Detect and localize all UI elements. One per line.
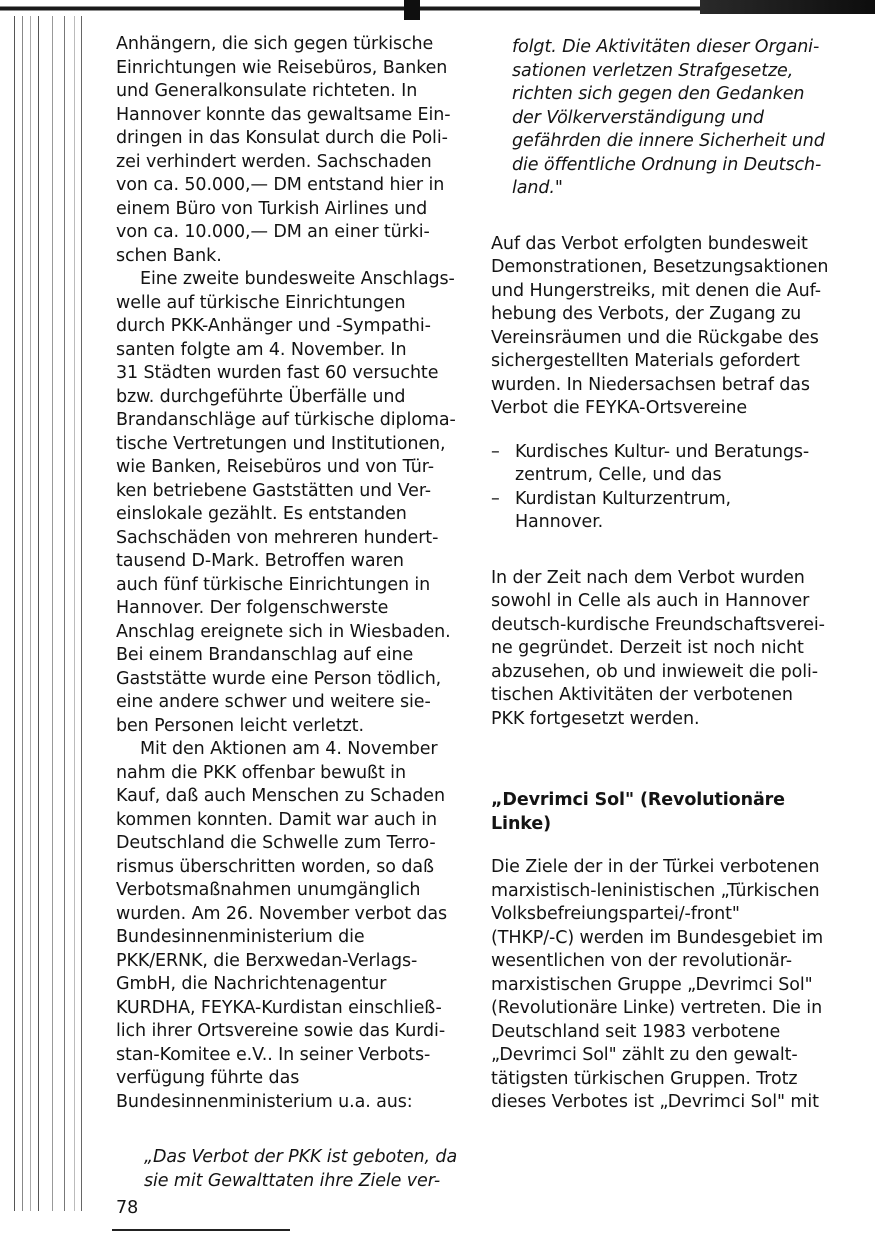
text-line: KURDHA, FEYKA-Kurdistan einschließ- — [116, 997, 442, 1018]
text-line: In der Zeit nach dem Verbot wurden — [491, 567, 805, 588]
organisation-list — [491, 441, 827, 535]
text-line: von ca. 10.000,— DM an einer türki- — [116, 222, 430, 242]
spacer — [116, 1114, 456, 1146]
text-line: tausend D-Mark. Betroffen waren — [116, 551, 404, 571]
right-column — [491, 36, 827, 1115]
text-line: und Generalkonsulate richteten. In — [116, 81, 418, 101]
text-line: Vereinsräumen und die Rückgabe des — [491, 327, 819, 348]
list-item — [491, 488, 827, 535]
binding-line — [22, 16, 23, 1211]
text-line: verfügung führte das — [116, 1068, 300, 1088]
text-line: einslokale gezählt. Es entstanden — [116, 504, 407, 524]
binding-line — [30, 16, 31, 1211]
text-line: Gaststätte wurde eine Person tödlich, — [116, 668, 442, 689]
text-line: sichergestellten Materials gefordert — [491, 351, 800, 371]
text-line: Brandanschläge auf türkische diploma- — [116, 410, 456, 430]
text-line: wurden. In Niedersachsen betraf das — [491, 374, 810, 395]
text-line: PKK/ERNK, die Berxwedan-Verlags- — [116, 950, 418, 971]
text-line: eine andere schwer und weitere sie- — [116, 692, 431, 712]
text-line: Mit den Aktionen am 4. November — [140, 739, 438, 759]
text-line: Sachschäden von mehreren hundert- — [116, 527, 439, 548]
text-line: Verbotsmaßnahmen unumgänglich — [116, 880, 421, 900]
list-item-line: Hannover. — [515, 512, 604, 532]
binding-line — [74, 16, 75, 1211]
text-line: ne gegründet. Derzeit ist noch nicht — [491, 638, 804, 658]
text-line: Bei einem Brandanschlag auf eine — [116, 645, 414, 665]
text-line: marxistisch-leninistischen „Türkischen — [491, 880, 820, 901]
text-line: tische Vertretungen und Institutionen, — [116, 433, 446, 454]
quote-line: gefährden die innere Sicherheit und — [512, 131, 825, 151]
quote-line: die öffentliche Ordnung in Deutsch- — [512, 154, 822, 175]
text-line: schen Bank. — [116, 245, 222, 266]
right-paragraph-3 — [491, 856, 827, 1115]
text-line: Kauf, daß auch Menschen zu Schaden — [116, 786, 445, 806]
left-paragraph-2 — [116, 268, 456, 738]
list-item — [491, 441, 827, 488]
text-line: Hannover. Der folgenschwerste — [116, 598, 389, 618]
list-item-line: Kurdistan Kulturzentrum, — [515, 488, 732, 509]
left-column — [116, 33, 456, 1193]
scan-left-binding-edge — [0, 16, 100, 1241]
text-line: rismus überschritten worden, so daß — [116, 856, 434, 877]
text-line: Hannover konnte das gewaltsame Ein- — [116, 104, 451, 125]
text-line: ben Personen leicht verletzt. — [116, 715, 364, 736]
text-line: stan-Komitee e.V.. In seiner Verbots- — [116, 1044, 431, 1065]
text-line: dieses Verbotes ist „Devrimci Sol" mit — [491, 1092, 819, 1112]
left-paragraph-3 — [116, 738, 456, 1114]
page-number: 78 — [116, 1198, 139, 1218]
text-line: sowohl in Celle als auch in Hannover — [491, 591, 810, 611]
text-line: wurden. Am 26. November verbot das — [116, 903, 448, 924]
text-line: Demonstrationen, Besetzungsaktionen — [491, 257, 829, 277]
text-line: Die Ziele der in der Türkei verbotenen — [491, 857, 820, 877]
text-line: Eine zweite bundesweite Anschlags- — [140, 269, 455, 289]
right-paragraph-1 — [491, 233, 827, 421]
text-line: auch fünf türkische Einrichtungen in — [116, 574, 431, 595]
text-line: lich ihrer Ortsvereine sowie das Kurdi- — [116, 1021, 446, 1041]
scan-top-mark — [404, 0, 420, 20]
binding-line — [38, 16, 39, 1211]
text-line: zei verhindert werden. Sachschaden — [116, 151, 432, 172]
text-line: Bundesinnenministerium die — [116, 927, 365, 947]
spacer — [491, 535, 827, 567]
text-line: ken betriebene Gaststätten und Ver- — [116, 480, 432, 501]
list-item-line: Kurdisches Kultur- und Beratungs- — [515, 441, 810, 462]
left-paragraph-1 — [116, 33, 456, 268]
section-heading: „Devrimci Sol" (Revolutionäre Linke) — [491, 790, 785, 834]
scan-top-dark-edge — [700, 0, 875, 14]
text-line: wie Banken, Reisebüros und von Tür- — [116, 457, 434, 477]
text-line: von ca. 50.000,— DM entstand hier in — [116, 175, 445, 195]
text-line: einem Büro von Turkish Airlines und — [116, 198, 428, 219]
footer-rule — [112, 1229, 290, 1231]
binding-line — [81, 16, 82, 1211]
quote-line: sationen verletzen Strafgesetze, — [512, 60, 794, 81]
text-line: 31 Städten wurden fast 60 versuchte — [116, 363, 439, 383]
text-line: tischen Aktivitäten der verbotenen — [491, 685, 793, 705]
text-line: welle auf türkische Einrichtungen — [116, 292, 406, 313]
text-line: (THKP/-C) werden im Bundesgebiet im — [491, 927, 824, 948]
quote-line: „Das Verbot der PKK ist geboten, da — [144, 1147, 458, 1167]
text-line: tätigsten türkischen Gruppen. Trotz — [491, 1068, 798, 1089]
left-quote-block — [144, 1146, 456, 1193]
quote-line: der Völkerverständigung und — [512, 107, 764, 128]
text-line: Deutschland die Schwelle zum Terro- — [116, 833, 436, 853]
binding-line — [52, 16, 53, 1211]
text-line: „Devrimci Sol" zählt zu den gewalt- — [491, 1045, 798, 1065]
text-line: Verbot die FEYKA-Ortsvereine — [491, 398, 748, 418]
text-line: Anschlag ereignete sich in Wiesbaden. — [116, 621, 451, 642]
text-line: Deutschland seit 1983 verbotene — [491, 1021, 781, 1042]
quote-line: folgt. Die Aktivitäten dieser Organi- — [512, 37, 820, 57]
text-line: santen folgte am 4. November. In — [116, 339, 407, 360]
binding-line — [64, 16, 65, 1211]
text-line: hebung des Verbots, der Zugang zu — [491, 304, 802, 324]
spacer — [491, 421, 827, 441]
text-line: dringen in das Konsulat durch die Poli- — [116, 128, 448, 148]
text-line: Anhängern, die sich gegen türkische — [116, 34, 434, 54]
text-line: abzusehen, ob und inwieweit die poli- — [491, 661, 819, 682]
text-line: GmbH, die Nachrichtenagentur — [116, 974, 387, 994]
text-line: wesentlichen von der revolutionär- — [491, 951, 792, 971]
text-line: nahm die PKK offenbar bewußt in — [116, 762, 406, 783]
text-line: deutsch-kurdische Freundschaftsverei- — [491, 614, 825, 635]
list-item-line: zentrum, Celle, und das — [515, 465, 722, 485]
list-dash: – — [491, 441, 500, 462]
text-line: durch PKK-Anhänger und -Sympathi- — [116, 316, 431, 336]
text-line: Volksbefreiungspartei/-front" — [491, 904, 740, 924]
text-line: (Revolutionäre Linke) vertreten. Die in — [491, 998, 823, 1018]
spacer — [491, 731, 827, 789]
quote-line: sie mit Gewalttaten ihre Ziele ver- — [144, 1170, 441, 1191]
right-quote-block — [512, 36, 827, 201]
binding-line — [14, 16, 15, 1211]
text-line: und Hungerstreiks, mit denen die Auf- — [491, 280, 821, 301]
quote-line: land." — [512, 178, 563, 198]
text-line: Einrichtungen wie Reisebüros, Banken — [116, 57, 448, 78]
spacer — [491, 836, 827, 856]
text-line: marxistischen Gruppe „Devrimci Sol" — [491, 974, 813, 995]
text-line: bzw. durchgeführte Überfälle und — [116, 386, 406, 407]
text-line: PKK fortgesetzt werden. — [491, 708, 700, 729]
text-line: Bundesinnenministerium u.a. aus: — [116, 1091, 413, 1112]
text-line: kommen konnten. Damit war auch in — [116, 809, 438, 830]
quote-line: richten sich gegen den Gedanken — [512, 84, 805, 104]
spacer — [491, 201, 827, 233]
list-dash: – — [491, 488, 500, 509]
right-paragraph-2 — [491, 567, 827, 732]
text-line: Auf das Verbot erfolgten bundesweit — [491, 233, 808, 254]
